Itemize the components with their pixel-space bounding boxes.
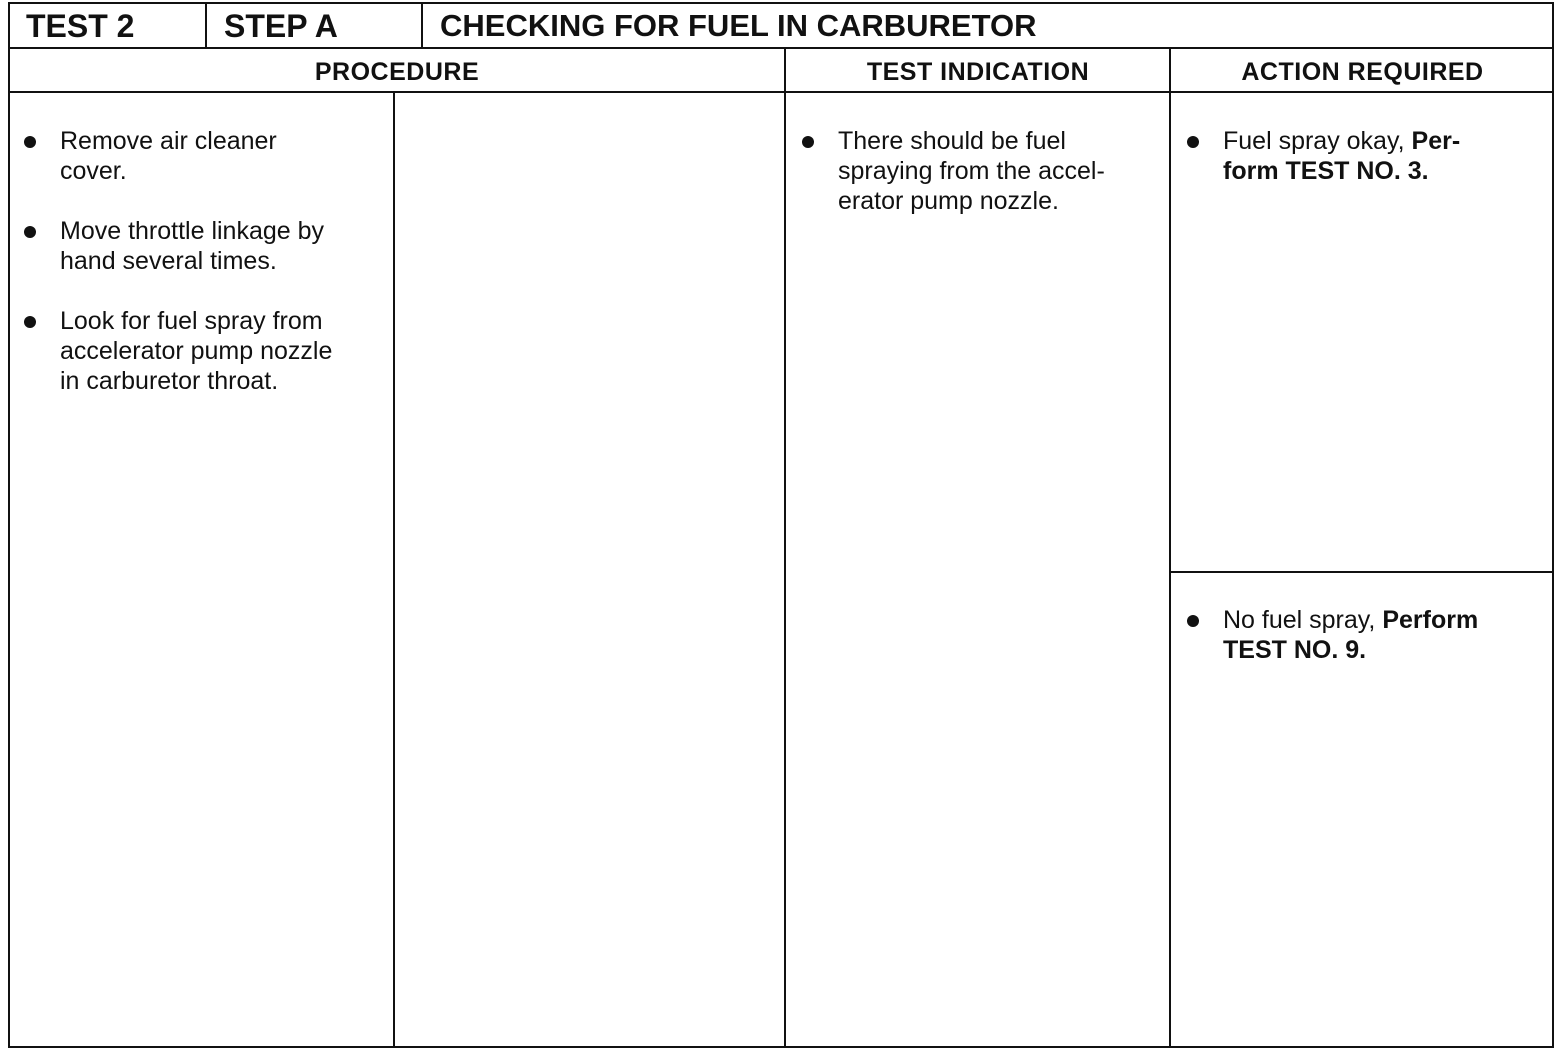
action-okay-line-2: form TEST NO. 3. xyxy=(1223,157,1429,185)
procedure-test-divider xyxy=(784,48,786,1048)
test-indication-line: There should be fuel xyxy=(838,127,1066,155)
title-row-divider xyxy=(8,47,1554,49)
action-okay-list xyxy=(1187,126,1547,216)
procedure-item-line: cover. xyxy=(60,157,127,185)
procedure-list xyxy=(24,126,389,426)
test-indication-line: spraying from the accel- xyxy=(838,157,1105,185)
procedure-inner-divider xyxy=(393,92,395,1048)
action-no-spray-item xyxy=(1187,605,1547,665)
action-no-spray-list xyxy=(1187,605,1547,695)
procedure-item xyxy=(24,126,389,186)
action-no-spray-bold: Perform xyxy=(1382,606,1479,634)
procedure-item-line: Remove air cleaner xyxy=(60,127,277,155)
title-divider-2 xyxy=(421,2,423,48)
test-number: TEST 2 xyxy=(26,8,135,44)
procedure-item xyxy=(24,306,389,396)
action-okay-item xyxy=(1187,126,1547,186)
action-split-divider xyxy=(1170,571,1554,573)
bullet-icon xyxy=(24,226,36,238)
title-divider-1 xyxy=(205,2,207,48)
test-indication-line: erator pump nozzle. xyxy=(838,187,1059,215)
procedure-header: PROCEDURE xyxy=(314,58,480,86)
action-no-spray-line-1 xyxy=(1223,605,1547,635)
bullet-icon xyxy=(1187,615,1199,627)
action-required-header: ACTION REQUIRED xyxy=(1241,58,1484,86)
procedure-item-line: Move throttle linkage by xyxy=(60,217,325,245)
procedure-item-line: accelerator pump nozzle xyxy=(60,337,333,365)
action-okay-bold: Per- xyxy=(1411,127,1461,155)
action-okay-line-1 xyxy=(1223,126,1547,156)
step-label: STEP A xyxy=(224,8,338,44)
procedure-item-line: hand several times. xyxy=(60,247,277,275)
procedure-item-line: in carburetor throat. xyxy=(60,367,279,395)
test-indication-item xyxy=(802,126,1162,216)
action-okay-plain: Fuel spray okay, xyxy=(1223,127,1412,155)
page-title: CHECKING FOR FUEL IN CARBURETOR xyxy=(440,8,1037,43)
test-indication-list xyxy=(802,126,1162,246)
bullet-icon xyxy=(24,136,36,148)
test-action-divider xyxy=(1169,48,1171,1048)
bullet-icon xyxy=(1187,136,1199,148)
bullet-icon xyxy=(802,136,814,148)
bullet-icon xyxy=(24,316,36,328)
procedure-item xyxy=(24,216,389,276)
procedure-item-line: Look for fuel spray from xyxy=(60,307,323,335)
header-row-divider xyxy=(8,91,1554,93)
test-indication-header: TEST INDICATION xyxy=(866,58,1090,86)
action-no-spray-line-2: TEST NO. 9. xyxy=(1223,636,1367,664)
action-no-spray-plain: No fuel spray, xyxy=(1223,606,1383,634)
